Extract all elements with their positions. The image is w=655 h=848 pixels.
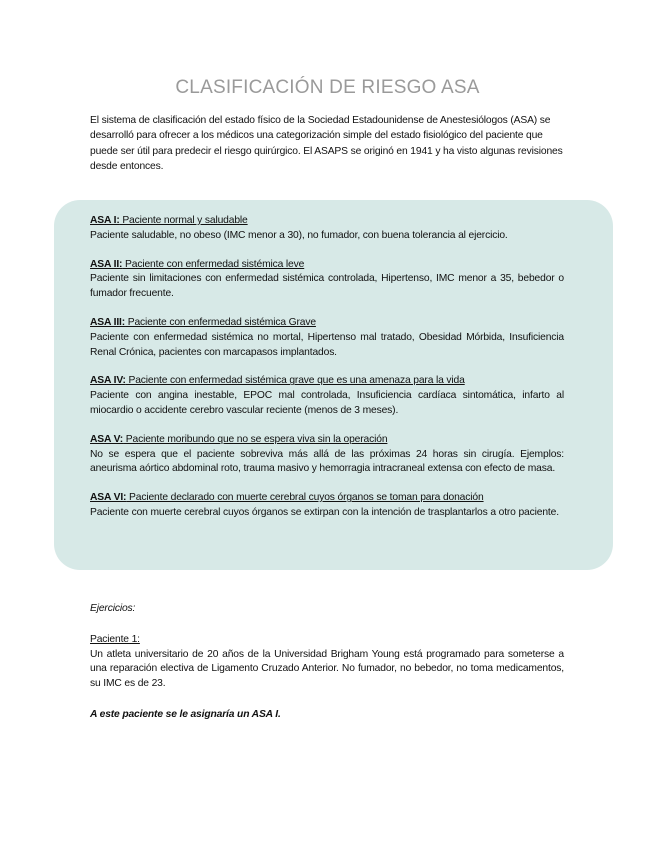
asa-class-name: Paciente normal y saludable (119, 215, 248, 226)
asa-class-code: ASA V: (90, 433, 124, 445)
asa-class-heading (90, 316, 564, 331)
asa-class-heading (90, 491, 564, 506)
asa-class-name: Paciente moribundo que no se espera viva sin la operación (123, 433, 388, 445)
exercises-heading: Ejercicios: (90, 603, 136, 614)
asa-class-5 (90, 433, 564, 477)
asa-class-heading (90, 214, 564, 229)
asa-class-name: Paciente declarado con muerte cerebral cuyos órganos se toman para donación (126, 492, 484, 504)
asa-class-1 (90, 214, 564, 244)
asa-class-description: Paciente sin limitaciones con enfermedad sistémica controlada, Hipertenso, IMC menor a 35, bebedor o fumador frecuente. (90, 273, 564, 300)
asa-class-2 (90, 258, 564, 302)
asa-class-description: Paciente con muerte cerebral cuyos órganos se extirpan con la intención de trasplantarlos a otro paciente. (90, 506, 559, 518)
page-title: CLASIFICACIÓN DE RIESGO ASA (175, 77, 480, 98)
asa-class-description: Paciente con angina inestable, EPOC mal controlada, Insuficiencia cardíaca sintomática, infarto al miocardio o accidente cerebro vascular reciente (menos de 3 meses). (90, 390, 564, 416)
asa-class-heading (90, 374, 564, 389)
asa-class-description: No se espera que el paciente sobreviva más allá de las próximas 24 horas sin cirugía. Ejemplos: aneurisma aórtico abdominal roto, trauma masivo y hemorragia intracraneal extensa con efecto de masa. (90, 448, 564, 475)
asa-class-name: Paciente con enfermedad sistémica Grave (125, 316, 316, 328)
intro-paragraph: El sistema de clasificación del estado físico de la Sociedad Estadounidense de Anestesiólogos (ASA) se desarrolló para ofrecer a los médicos una categorización simple del estado fisiológico del paciente que puede ser útil para predecir el riesgo quirúrgico. El ASAPS se originó en 1941 y ha visto algunas revisiones desde entonces. (90, 115, 563, 173)
asa-class-heading (90, 433, 564, 448)
asa-class-code: ASA VI: (90, 492, 127, 504)
exercise-answer: A este paciente se le asignaría un ASA I. (90, 708, 281, 720)
asa-class-4 (90, 374, 564, 418)
asa-classification-list (90, 214, 564, 535)
asa-class-3 (90, 316, 564, 360)
asa-class-code: ASA IV: (90, 375, 126, 387)
asa-class-description: Paciente con enfermedad sistémica no mortal, Hipertenso mal tratado, Obesidad Mórbida, Insuficiencia Renal Crónica, pacientes con marcapasos implantados. (90, 331, 564, 358)
patient-label: Paciente 1: (90, 633, 140, 645)
asa-class-name: Paciente con enfermedad sistémica grave que es una amenaza para la vida (125, 375, 465, 387)
exercises-section (90, 602, 564, 723)
asa-class-name: Paciente con enfermedad sistémica leve (122, 258, 305, 270)
asa-class-6 (90, 491, 564, 521)
asa-class-code: ASA II: (90, 258, 123, 270)
asa-class-heading (90, 258, 564, 273)
patient-description: Un atleta universitario de 20 años de la Universidad Brigham Young está programado para someterse a una reparación electiva de Ligamento Cruzado Anterior. No fumador, no bebedor, no toma medicamentos, su IMC es de 23. (90, 648, 564, 690)
asa-class-description: Paciente saludable, no obeso (IMC menor a 30), no fumador, con buena tolerancia al ejercicio. (90, 229, 508, 241)
asa-class-code: ASA I: (90, 215, 120, 226)
asa-class-code: ASA III: (90, 316, 126, 328)
